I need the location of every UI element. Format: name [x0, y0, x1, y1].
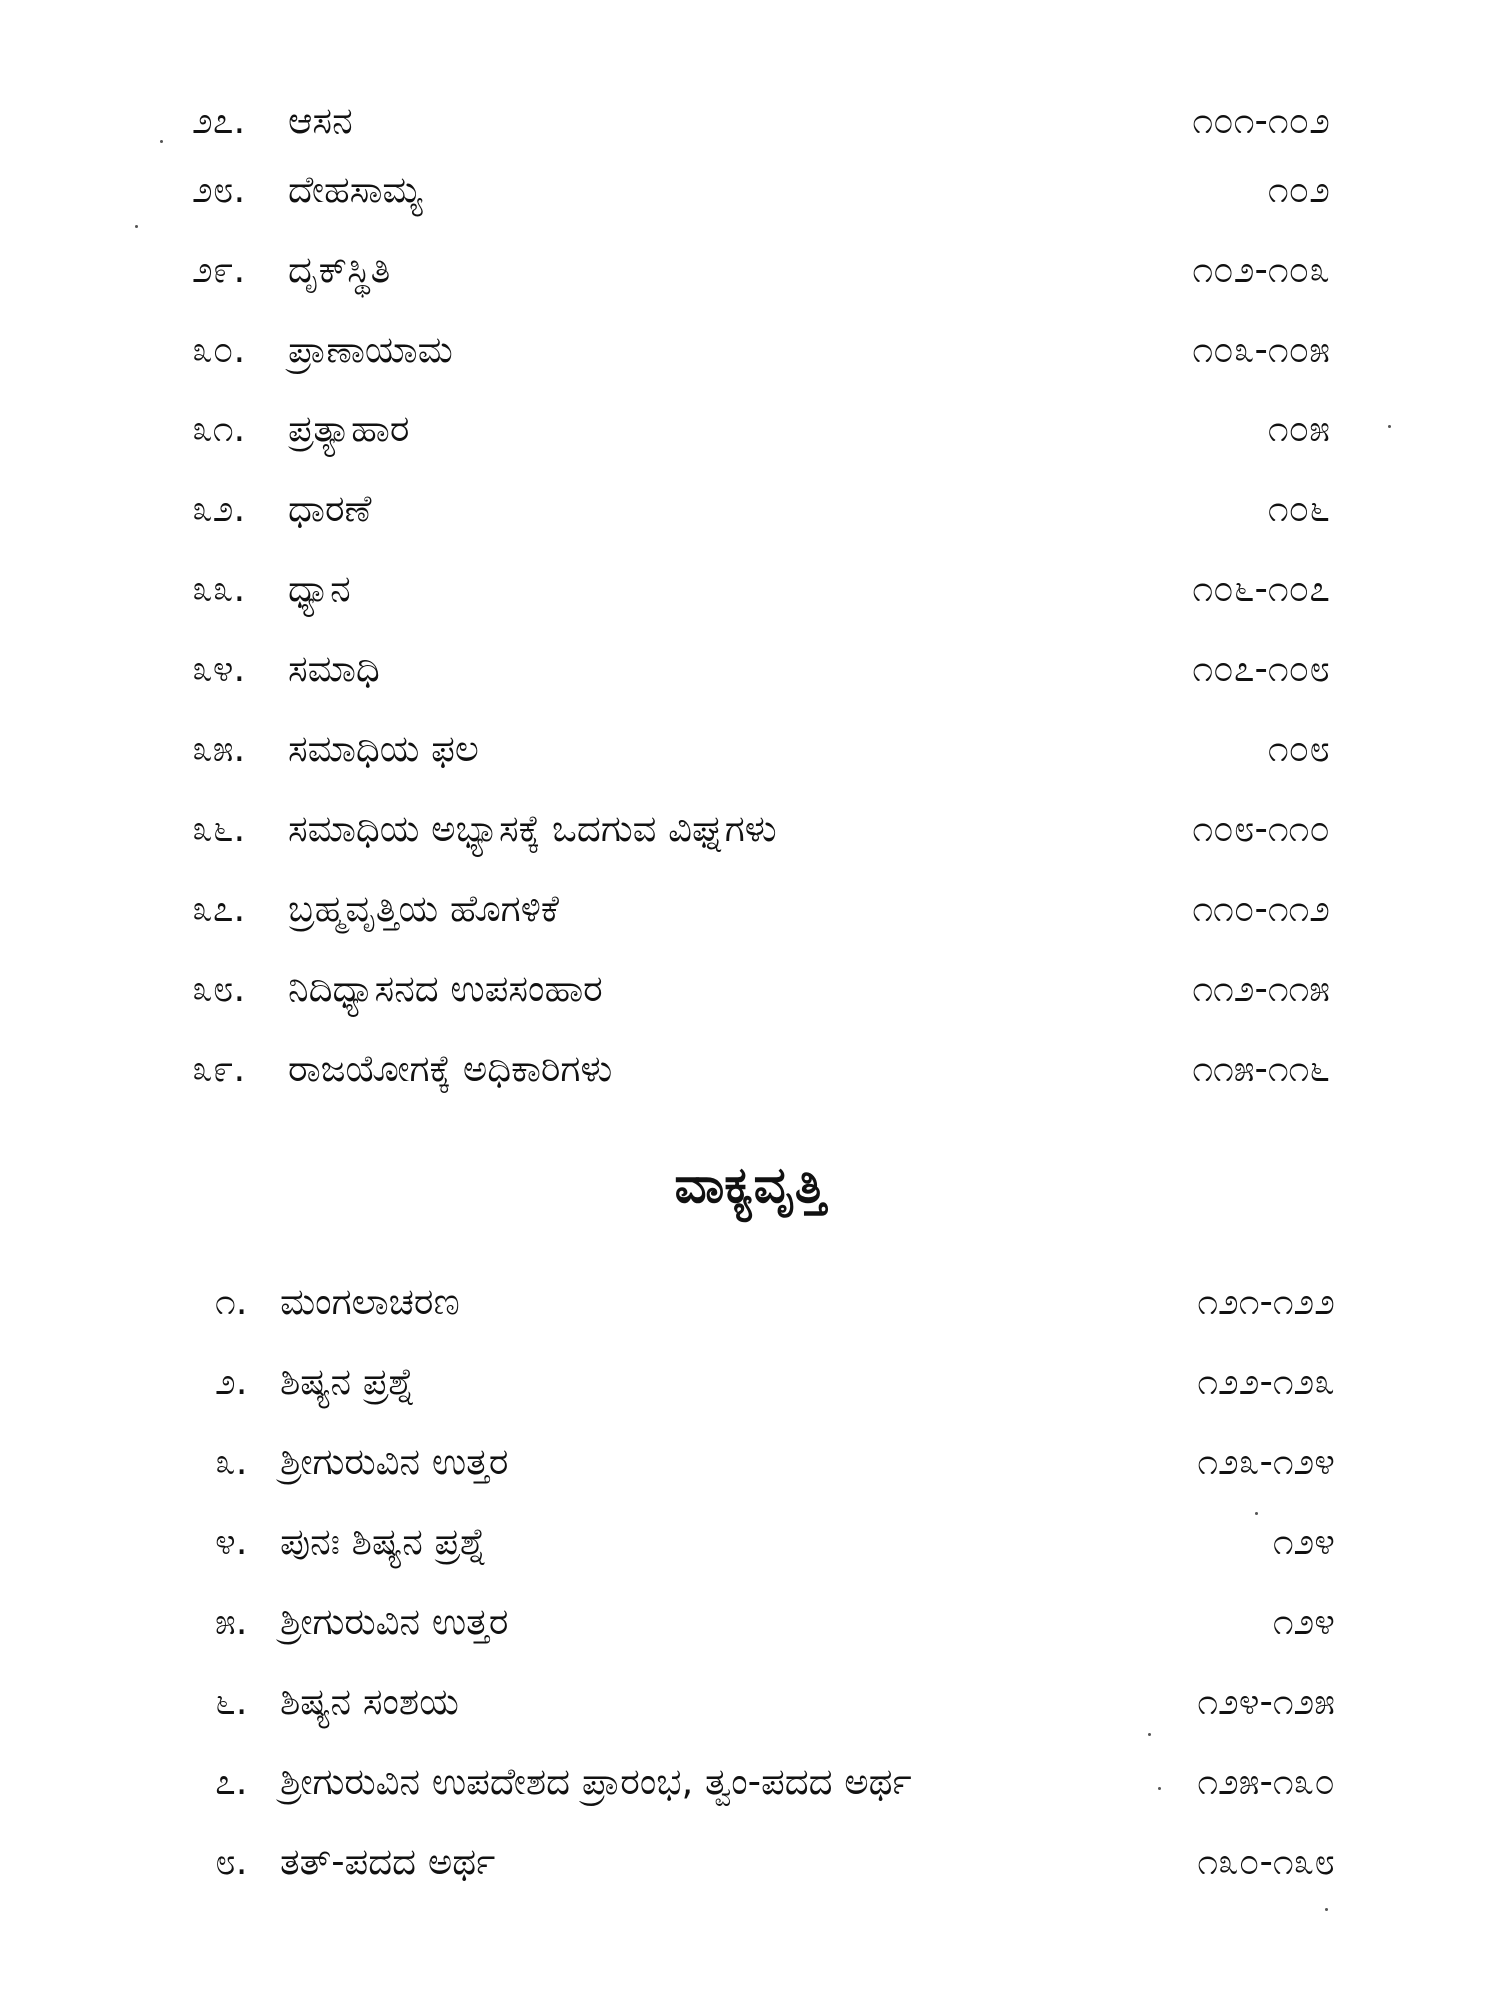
entry-title: ಪ್ರಾಣಾಯಾಮ	[288, 328, 453, 371]
entry-number: ೬.	[215, 1680, 248, 1723]
entry-number: ೩೬.	[192, 807, 246, 850]
toc-entry	[192, 644, 1330, 694]
scan-speck	[1325, 1908, 1328, 1911]
entry-number: ೩.	[215, 1440, 248, 1483]
toc-entry	[215, 1677, 1335, 1727]
entry-title: ಶಿಷ್ಯನ ಪ್ರಶ್ನೆ	[280, 1360, 415, 1403]
entry-number: ೨೭.	[192, 99, 246, 142]
entry-number: ೭.	[215, 1760, 248, 1803]
toc-entry	[192, 964, 1330, 1014]
toc-entry	[192, 884, 1330, 934]
toc-entry	[192, 484, 1330, 534]
entry-number: ೩೦.	[192, 328, 246, 371]
entry-number: ೩೯.	[192, 1047, 246, 1090]
entry-title: ಪ್ರತ್ಯಾಹಾರ	[288, 407, 410, 450]
entry-title: ಸಮಾಧಿ	[288, 647, 380, 690]
toc-entry	[192, 804, 1330, 854]
entry-pages: ೧೨೧-೧೨೨	[1197, 1280, 1335, 1323]
toc-entry	[192, 564, 1330, 614]
entry-pages: ೧೨೨-೧೨೩	[1197, 1360, 1335, 1403]
toc-entry	[192, 404, 1330, 454]
entry-title: ಆಸನ	[288, 99, 353, 142]
entry-pages: ೧೧೦-೧೧೨	[1192, 887, 1330, 930]
entry-title: ಶಿಷ್ಯನ ಸಂಶಯ	[280, 1680, 459, 1723]
entry-number: ೩೧.	[192, 407, 246, 450]
scan-speck	[1158, 1787, 1161, 1790]
entry-title: ಶ್ರೀಗುರುವಿನ ಉತ್ತರ	[280, 1600, 509, 1643]
entry-pages: ೧೨೪	[1272, 1600, 1335, 1643]
entry-title: ಧ್ಯಾನ	[288, 567, 351, 610]
entry-number: ೩೪.	[192, 647, 246, 690]
scan-speck	[1388, 425, 1391, 428]
entry-pages: ೧೨೪	[1272, 1520, 1335, 1563]
entry-number: ೩೫.	[192, 727, 246, 770]
entry-number: ೩೮.	[192, 967, 246, 1010]
entry-pages: ೧೩೦-೧೩೮	[1197, 1840, 1335, 1883]
toc-entry	[215, 1597, 1335, 1647]
toc-entry	[192, 325, 1330, 375]
entry-pages: ೧೦೨-೧೦೩	[1192, 248, 1330, 291]
entry-number: ೨೯.	[192, 248, 246, 291]
entry-number: ೮.	[215, 1840, 248, 1883]
entry-title: ಸಮಾಧಿಯ ಫಲ	[288, 727, 479, 770]
entry-title: ದೇಹಸಾಮ್ಯ	[288, 168, 423, 211]
toc-entry	[215, 1437, 1335, 1487]
entry-title: ದೃಕ್‌ಸ್ಥಿತಿ	[288, 248, 391, 291]
toc-entry	[192, 724, 1330, 774]
entry-number: ೨.	[215, 1360, 248, 1403]
entry-pages: ೧೦೨	[1267, 168, 1330, 211]
entry-pages: ೧೨೫-೧೩೦	[1197, 1760, 1335, 1803]
toc-entry	[215, 1837, 1335, 1887]
section-heading: ವಾಕ್ಯವೃತ್ತಿ	[674, 1156, 826, 1214]
toc-entry	[215, 1757, 1335, 1807]
toc-entry	[215, 1517, 1335, 1567]
entry-title: ಸಮಾಧಿಯ ಅಭ್ಯಾಸಕ್ಕೆ ಒದಗುವ ವಿಘ್ನಗಳು	[288, 807, 777, 850]
toc-entry	[192, 1044, 1330, 1094]
entry-number: ೪.	[215, 1520, 248, 1563]
entry-pages: ೧೨೩-೧೨೪	[1197, 1440, 1335, 1483]
entry-pages: ೧೦೩-೧೦೫	[1192, 328, 1330, 371]
entry-pages: ೧೦೫	[1267, 407, 1330, 450]
entry-title: ನಿದಿಧ್ಯಾಸನದ ಉಪಸಂಹಾರ	[288, 967, 603, 1010]
entry-pages: ೧೧೨-೧೧೫	[1192, 967, 1330, 1010]
entry-number: ೨೮.	[192, 168, 246, 211]
entry-pages: ೧೦೬-೧೦೭	[1192, 567, 1330, 610]
entry-title: ಮಂಗಲಾಚರಣ	[280, 1280, 460, 1323]
entry-title: ತತ್-ಪದದ ಅರ್ಥ	[280, 1840, 496, 1883]
entry-pages: ೧೦೭-೧೦೮	[1192, 647, 1330, 690]
scan-speck	[135, 225, 138, 228]
entry-pages: ೧೨೪-೧೨೫	[1197, 1680, 1335, 1723]
entry-number: ೩೭.	[192, 887, 246, 930]
entry-number: ೩೩.	[192, 567, 246, 610]
entry-title: ಪುನಃ ಶಿಷ್ಯನ ಪ್ರಶ್ನೆ	[280, 1520, 487, 1563]
entry-title: ಧಾರಣೆ	[288, 487, 372, 530]
entry-title: ಶ್ರೀಗುರುವಿನ ಉತ್ತರ	[280, 1440, 509, 1483]
entry-number: ೩೨.	[192, 487, 246, 530]
toc-entry	[215, 1357, 1335, 1407]
entry-title: ರಾಜಯೋಗಕ್ಕೆ ಅಧಿಕಾರಿಗಳು	[288, 1047, 613, 1090]
entry-pages: ೧೦೮-೧೧೦	[1192, 807, 1330, 850]
scan-speck	[160, 140, 163, 143]
toc-entry	[192, 245, 1330, 295]
entry-pages: ೧೦೬	[1267, 487, 1330, 530]
scan-speck	[1255, 1512, 1258, 1515]
toc-entry	[192, 165, 1330, 215]
entry-pages: ೧೦೮	[1267, 727, 1330, 770]
entry-title: ಬ್ರಹ್ಮವೃತ್ತಿಯ ಹೊಗಳಿಕೆ	[288, 887, 559, 930]
toc-entry	[215, 1277, 1335, 1327]
entry-number: ೧.	[215, 1280, 248, 1323]
entry-pages: ೧೧೫-೧೧೬	[1192, 1047, 1330, 1090]
entry-pages: ೧೦೧-೧೦೨	[1192, 99, 1330, 142]
scan-speck	[1148, 1733, 1151, 1736]
entry-number: ೫.	[215, 1600, 248, 1643]
toc-entry	[192, 96, 1330, 146]
entry-title: ಶ್ರೀಗುರುವಿನ ಉಪದೇಶದ ಪ್ರಾರಂಭ, ತ್ವಂ-ಪದದ ಅರ್ಥ	[280, 1760, 912, 1803]
